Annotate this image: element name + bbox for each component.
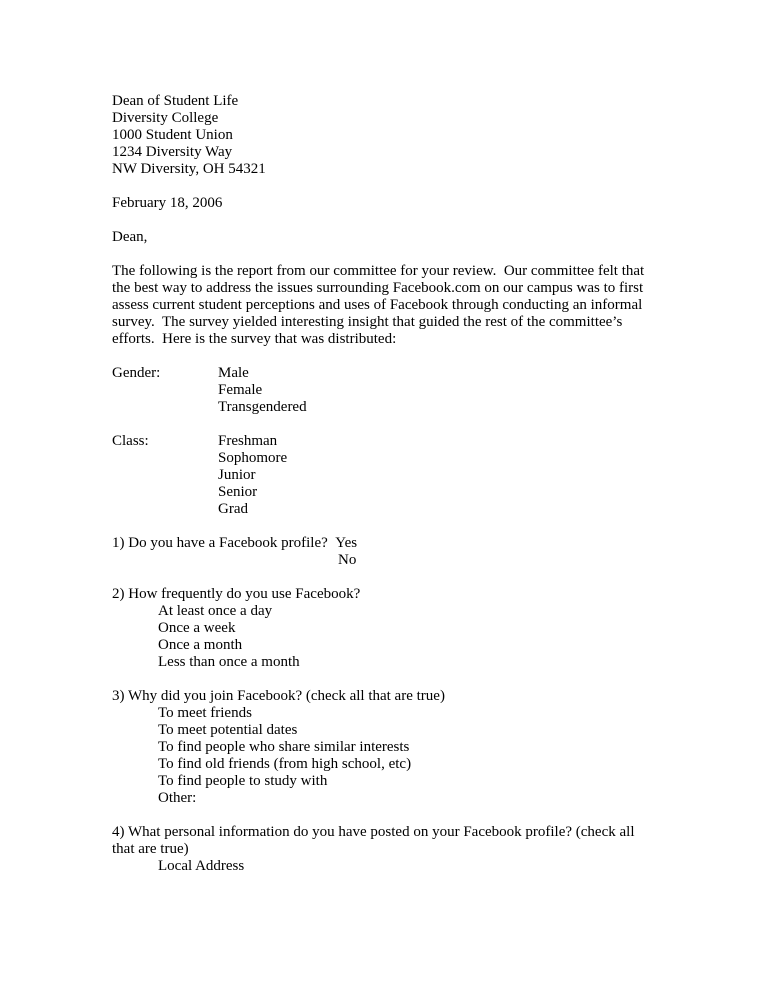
q1-option-no: No: [338, 552, 357, 568]
class-options: [218, 433, 287, 518]
intro-paragraph: [112, 263, 672, 348]
paragraph-line: assess current student perceptions and uses of Facebook through conducting an informal: [112, 297, 643, 313]
paragraph-line: The following is the report from our committee for your review. Our committee felt that: [112, 263, 645, 279]
q2-option: At least once a day: [158, 603, 273, 619]
q3-option: To find people who share similar interests: [158, 739, 410, 755]
q2-text: 2) How frequently do you use Facebook?: [112, 586, 361, 602]
q3-text: 3) Why did you join Facebook? (check all that are true): [112, 688, 445, 704]
survey-question-2: [112, 586, 672, 671]
q1-option-yes: Yes: [335, 535, 358, 551]
gender-option-male: Male: [218, 365, 249, 381]
class-option-sophomore: Sophomore: [218, 450, 288, 466]
q1-text: 1) Do you have a Facebook profile?: [112, 535, 328, 551]
paragraph-line: survey. The survey yielded interesting insight that guided the rest of the committee’s: [112, 314, 623, 330]
document-page: [112, 93, 672, 875]
survey-gender-field: [112, 365, 672, 416]
survey-class-field: [112, 433, 672, 518]
class-option-grad: Grad: [218, 501, 248, 517]
address-line: NW Diversity, OH 54321: [112, 161, 266, 177]
gender-options: [218, 365, 307, 416]
q3-option: Other:: [158, 790, 197, 806]
address-line: 1234 Diversity Way: [112, 144, 233, 160]
q3-option: To meet potential dates: [158, 722, 298, 738]
q2-option: Once a month: [158, 637, 243, 653]
recipient-address: [112, 93, 672, 178]
gender-option-transgendered: Transgendered: [218, 399, 307, 415]
class-option-junior: Junior: [218, 467, 256, 483]
survey-question-3: [112, 688, 672, 807]
address-line: Dean of Student Life: [112, 93, 239, 109]
q3-option: To meet friends: [158, 705, 252, 721]
q2-option: Once a week: [158, 620, 236, 636]
address-line: Diversity College: [112, 110, 219, 126]
q3-option: To find people to study with: [158, 773, 328, 789]
class-option-freshman: Freshman: [218, 433, 278, 449]
paragraph-line: the best way to address the issues surrounding Facebook.com on our campus was to first: [112, 280, 644, 296]
q2-option: Less than once a month: [158, 654, 300, 670]
paragraph-line: efforts. Here is the survey that was distributed:: [112, 331, 397, 347]
gender-label: Gender:: [112, 365, 161, 381]
survey-question-4: [112, 824, 672, 875]
class-option-senior: Senior: [218, 484, 258, 500]
letter-date: February 18, 2006: [112, 195, 223, 211]
q3-option: To find old friends (from high school, etc): [158, 756, 412, 772]
q4-text-line2: that are true): [112, 841, 189, 857]
q4-text-line1: 4) What personal information do you have posted on your Facebook profile? (check all: [112, 824, 635, 840]
gender-option-female: Female: [218, 382, 263, 398]
survey-question-1: [112, 535, 672, 569]
salutation: Dean,: [112, 229, 148, 245]
address-line: 1000 Student Union: [112, 127, 233, 143]
q4-option: Local Address: [158, 858, 245, 874]
class-label: Class:: [112, 433, 149, 449]
